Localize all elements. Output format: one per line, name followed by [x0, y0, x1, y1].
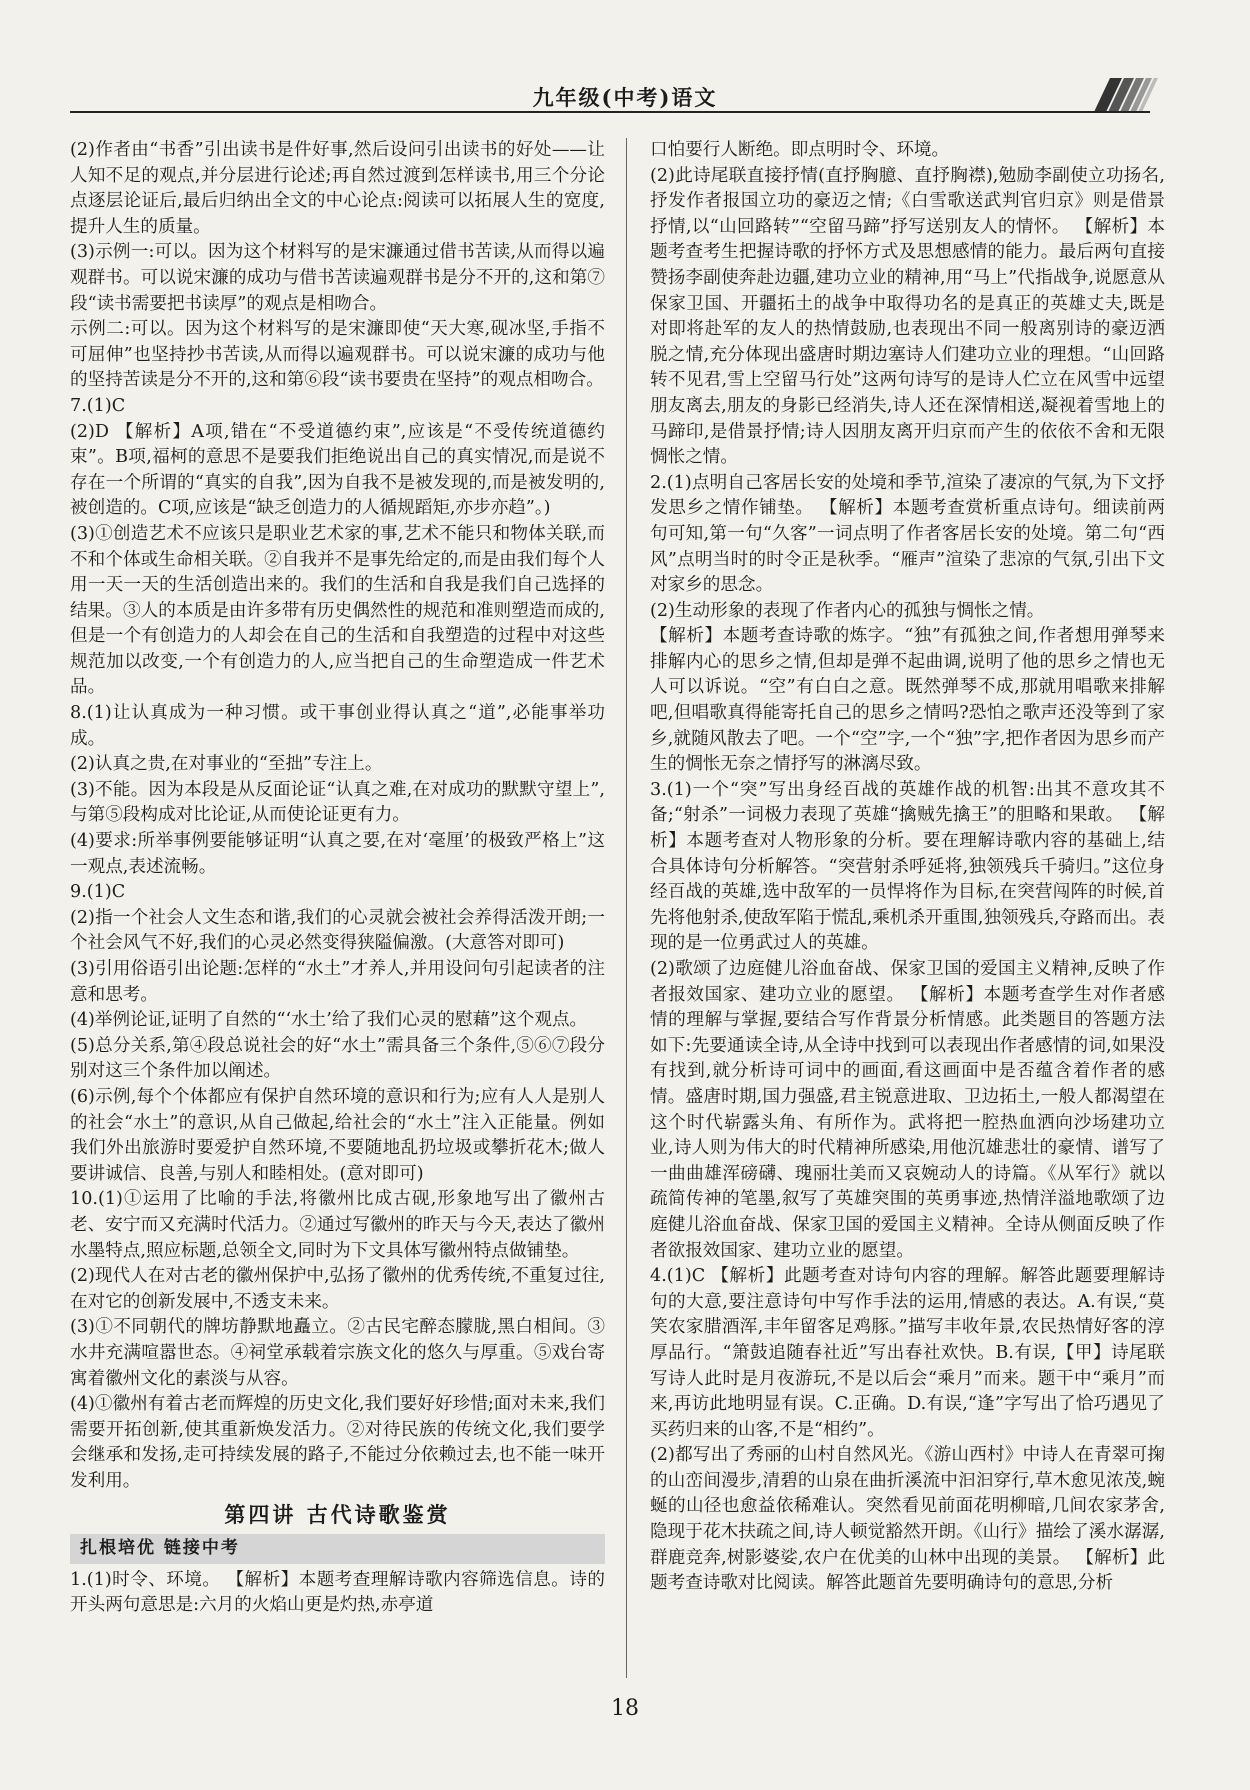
right-column	[650, 138, 1165, 1597]
answer-paragraph: 7.(1)C	[70, 395, 126, 416]
answer-paragraph: (2)现代人在对古老的徽州保护中,弘扬了徽州的优秀传统,不重复过往,在对它的创新发展中,不透支未来。	[70, 1266, 605, 1312]
answer-paragraph: (2)D 【解析】A项,错在“不受道德约束”,应该是“不受传统道德约束”。B项,福柯的意思不是要我们拒绝说出自己的真实情况,而是说不存在一个所谓的“真实的自我”,因为自我不是被发现的,而是被发明的,被创造的。C项,应该是“缺乏创造力的人循规蹈矩,亦步亦趋”。)	[70, 421, 605, 519]
section-banner: 扎根培优 链接中考	[70, 1534, 605, 1564]
answer-paragraph: 4.(1)C 【解析】此题考查对诗句内容的理解。解答此题要理解诗句的大意,要注意诗句中写作手法的运用,情感的表达。A.有误,“莫笑农家腊酒浑,丰年留客足鸡豚。”描写丰收年景,农民热情好客的淳厚品行。“箫鼓追随春社近”写出春社欢快。B.有误,【甲】诗尾联写诗人此时是月夜游玩,不是以后会“乘月”而来。题干中“乘月”而来,再访此地明显有误。C.正确。D.有误,“逢”字写出了恰巧遇见了买药归来的山客,不是“相约”。	[650, 1266, 1165, 1440]
answer-paragraph: 口怕要行人断绝。即点明时令、环境。	[650, 140, 950, 160]
answer-paragraph: 示例二:可以。因为这个材料写的是宋濂即使“天大寒,砚冰坚,手指不可屈伸”也坚持抄书苦读,从而得以遍观群书。可以说宋濂的成功与他的坚持苦读是分不开的,这和第⑥段“读书要贵在坚持”的观点相吻合。	[70, 319, 605, 391]
header-rule	[70, 111, 1150, 113]
answer-paragraph: 3.(1)一个“突”写出身经百战的英雄作战的机智:出其不意攻其不备;“射杀”一词极力表现了英雄“擒贼先擒王”的胆略和果敢。 【解析】本题考查对人物形象的分析。要在理解诗歌内容的基础上,结合具体诗句分析解答。“突营射杀呼延将,独领残兵千骑归。”这位身经百战的英雄,选中敌军的一员悍将作为目标,在突营闯阵的时候,首先将他射杀,使敌军陷于慌乱,乘机杀开重围,独领残兵,夺路而出。表现的是一位勇武过人的英雄。	[650, 779, 1165, 954]
answer-paragraph: 1.(1)时令、环境。 【解析】本题考查理解诗歌内容筛选信息。诗的开头两句意思是:六月的火焰山更是灼热,赤亭道	[70, 1569, 605, 1616]
left-column	[70, 138, 605, 1619]
answer-paragraph: (2)此诗尾联直接抒情(直抒胸臆、直抒胸襟),勉励李副使立功扬名,抒发作者报国立功的豪迈之情;《白雪歌送武判官归京》则是借景抒情,以“山回路转”“空留马蹄”抒写送别友人的情怀。 【解析】本题考查考生把握诗歌的抒怀方式及思想感情的能力。最后两句直接赞扬李副使奔赴边疆,建功立业的精神,用“马上”代指战争,说愿意从保家卫国、开疆拓土的战争中取得功名的是真正的英雄丈夫,既是对即将赴军的友人的热情鼓励,也表现出不同一般离别诗的豪迈洒脱之情,充分体现出盛唐时期边塞诗人们建功立业的理想。“山回路转不见君,雪上空留马行处”这两句诗写的是诗人伫立在风雪中远望朋友离去,朋友的身影已经消失,诗人还在深情相送,凝视着雪地上的马蹄印,是借景抒情;诗人因朋友离开归京而产生的依依不舍和无限惆怅之情。	[650, 165, 1165, 468]
answer-paragraph: (2)歌颂了边庭健儿浴血奋战、保家卫国的爱国主义精神,反映了作者报效国家、建功立业的愿望。 【解析】本题考查学生对作者感情的理解与掌握,要结合写作背景分析情感。此类题目的答题方法如下:先要通读全诗,从全诗中找到可以表现出作者感情的词,如果没有找到,就分析诗可词中的画面,看这画面中是否蕴含着作者的感情。盛唐时期,国力强盛,君主锐意进取、卫边拓土,一般人都渴望在这个时代崭露头角、有所作为。武将把一腔热血洒向沙场建功立业,诗人则为伟大的时代精神所感染,用他沉雄悲壮的豪情、谱写了一曲曲雄浑磅礴、瑰丽壮美而又哀婉动人的诗篇。《从军行》就以疏简传神的笔墨,叙写了英雄突围的英勇事迹,热情洋溢地歌颂了边庭健儿浴血奋战、保家卫国的爱国主义精神。全诗从侧面反映了作者欲报效国家、建功立业的愿望。	[650, 959, 1165, 1261]
answer-paragraph: (2)生动形象的表现了作者内心的孤独与惆怅之情。	[650, 600, 1045, 621]
section-title: 第四讲 古代诗歌鉴赏	[224, 1502, 451, 1528]
answer-paragraph: (2)认真之贵,在对事业的“至拙”专注上。	[70, 754, 383, 775]
answer-paragraph: (4)要求:所举事例要能够证明“认真之要,在对‘毫厘’的极致严格上”这一观点,表述流畅。	[70, 831, 605, 877]
answer-paragraph: (4)举例论证,证明了自然的“‘水土’给了我们心灵的慰藉”这个观点。	[70, 1010, 588, 1031]
answer-paragraph: (4)①徽州有着古老而辉煌的历史文化,我们要好好珍惜;面对未来,我们需要开拓创新,使其重新焕发活力。②对待民族的传统文化,我们要学会继承和发扬,走可持续发展的路子,不能过分依赖过去,也不能一味开发利用。	[70, 1394, 605, 1491]
answer-paragraph: (3)示例一:可以。因为这个材料写的是宋濂通过借书苦读,从而得以遍观群书。可以说宋濂的成功与借书苦读遍观群书是分不开的,这和第⑦段“读书需要把书读厚”的观点是相吻合。	[70, 242, 605, 314]
answer-paragraph: (2)都写出了秀丽的山村自然风光。《游山西村》中诗人在青翠可掬的山峦间漫步,清碧的山泉在曲折溪流中汩汩穿行,草木愈见浓茂,蜿蜒的山径也愈益依稀难认。突然看见前面花明柳暗,几间农家茅舍,隐现于花木扶疏之间,诗人顿觉豁然开朗。《山行》描绘了溪水潺潺,群鹿竞奔,树影婆娑,农户在优美的山林中出现的美景。 【解析】此题考查诗歌对比阅读。解答此题首先要明确诗句的意思,分析	[650, 1445, 1165, 1594]
header-title: 九年级(中考)语文	[532, 85, 718, 110]
answer-paragraph: (3)①不同朝代的牌坊静默地矗立。②古民宅醉态朦胧,黑白相间。③水井充满喧嚣世态。④祠堂承载着宗族文化的悠久与厚重。⑤戏台寄寓着徽州文化的素淡与从容。	[70, 1317, 605, 1389]
page-number: 18	[611, 1696, 639, 1721]
header-stripes-decoration	[1084, 78, 1162, 112]
answer-paragraph: (5)总分关系,第④段总说社会的好“水土”需具备三个条件,⑤⑥⑦段分别对这三个条件加以阐述。	[70, 1035, 605, 1082]
answer-paragraph: (6)示例,每个个体都应有保护自然环境的意识和行为;应有人人是别人的社会“水土”的意识,从自己做起,给社会的“水土”注入正能量。例如我们外出旅游时要爱护自然环境,不要随地乱扔垃圾或攀折花木;做人要讲诚信、良善,与别人和睦相处。(意对即可)	[70, 1086, 605, 1184]
answer-paragraph: 【解析】本题考查诗歌的炼字。“独”有孤独之间,作者想用弹琴来排解内心的思乡之情,但却是弹不起曲调,说明了他的思乡之情也无人可以诉说。“空”有白白之意。既然弹琴不成,那就用唱歌来排解吧,但唱歌真得能寄托自己的思乡之情吗?恐怕之歌声还没等到了家乡,就随风散去了吧。一个“空”字,一个“独”字,把作者因为思乡而产生的惆怅无奈之情抒写的淋漓尽致。	[650, 626, 1165, 775]
answer-paragraph: (3)不能。因为本段是从反面论证“认真之难,在对成功的默默守望上”,与第⑤段构成对比论证,从而使论证更有力。	[70, 779, 605, 826]
answer-paragraph: 2.(1)点明自己客居长安的处境和季节,渲染了凄凉的气氛,为下文抒发思乡之情作铺垫。 【解析】本题考查赏析重点诗句。细读前两句可知,第一句“久客”一词点明了作者客居长安的处境。第二句“西风”点明当时的时令正是秋季。“雁声”渲染了悲凉的气氛,引出下文对家乡的思念。	[650, 472, 1165, 596]
answer-paragraph: 8.(1)让认真成为一种习惯。或干事创业得认真之“道”,必能事举功成。	[70, 703, 605, 749]
answer-paragraph: (2)作者由“书香”引出读书是件好事,然后设问引出读书的好处——让人知不足的观点,并分层进行论述;再自然过渡到怎样读书,用三个分论点逐层论证后,最后归纳出全文的中心论点:阅读可以拓展人生的宽度,提升人生的质量。	[70, 140, 605, 237]
answer-paragraph: (3)①创造艺术不应该只是职业艺术家的事,艺术不能只和物体关联,而不和个体或生命相关联。②自我并不是事先给定的,而是由我们每个人用一天一天的生活创造出来的。我们的生活和自我是我们自己选择的结果。③人的本质是由许多带有历史偶然性的规范和准则塑造而成的,但是一个有创造力的人却会在自己的生活和自我塑造的过程中对这些规范加以改变,一个有创造力的人,应当把自己的生命塑造成一件艺术品。	[70, 523, 605, 698]
answer-paragraph: 10.(1)①运用了比喻的手法,将徽州比成古砚,形象地写出了徽州古老、安宁而又充满时代活力。②通过写徽州的昨天与今天,表达了徽州水墨特点,照应标题,总领全文,同时为下文具体写徽州特点做铺垫。	[70, 1189, 605, 1261]
answer-paragraph: (3)引用俗语引出论题:怎样的“水土”才养人,并用设问句引起读者的注意和思考。	[70, 959, 605, 1005]
column-divider	[626, 138, 627, 1678]
page-header	[0, 0, 1250, 130]
answer-paragraph: 9.(1)C	[70, 882, 126, 903]
answer-paragraph: (2)指一个社会人文生态和谐,我们的心灵就会被社会养得活泼开朗;一个社会风气不好,我们的心灵必然变得狭隘偏激。(大意答对即可)	[70, 907, 605, 954]
